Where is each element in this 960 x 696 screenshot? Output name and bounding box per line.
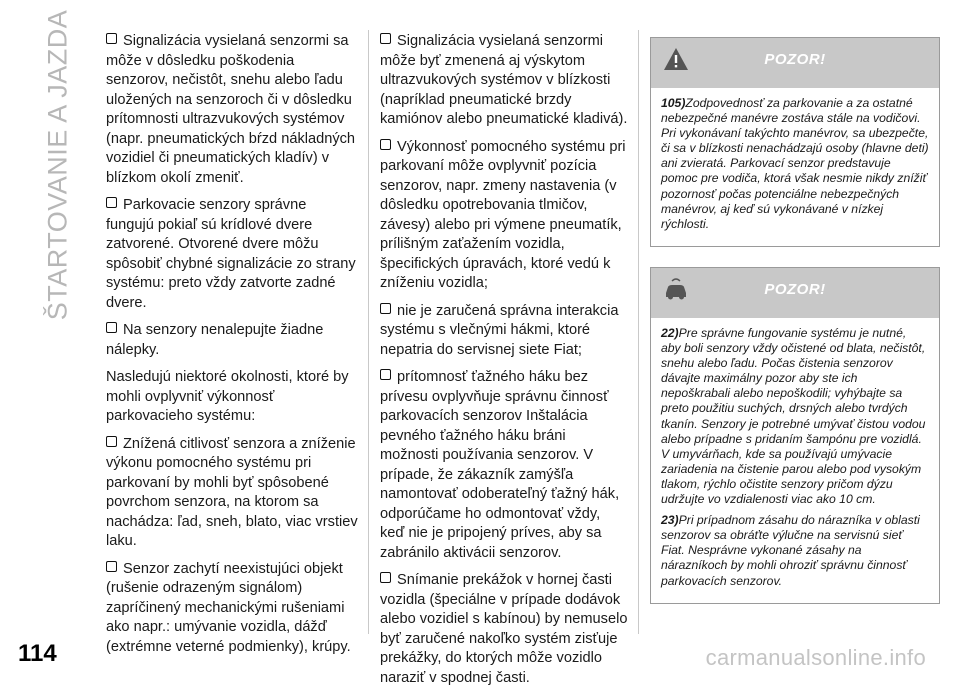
watermark: carmanualsonline.info <box>705 645 926 670</box>
warning-item: 23)Pri prípadnom zásahu do nárazníka v oblasti senzorov sa obráťte výlučne na servisnú sieť Fiat. Nesprávne vykonané zásahy na nárazníkoch by mohli ohroziť správnu činnosť parkovacích senzorov. <box>661 513 920 588</box>
paragraph: Výkonnosť pomocného systému pri parkovaní môže ovplyvniť pozícia senzorov, napr. zmeny nastavenia (v dôsledku opotrebovania tlmičov, závesy) alebo pri výmene pneumatík, prílišným zaťažením vozidla, špecifických úpravách, ktoré vedú k zníženiu vozidla; <box>380 138 626 291</box>
checkbox-bullet-icon <box>106 197 117 208</box>
text-column-1 <box>106 32 358 665</box>
paragraph: Nasledujú niektoré okolnosti, ktoré by mohli ovplyvniť výkonnosť parkovacieho systému: <box>106 369 349 424</box>
text-column-2 <box>380 32 628 696</box>
warning-body <box>651 318 939 603</box>
warning-item: 22)Pre správne fungovanie systému je nutné, aby boli senzory vždy očistené od blata, nečistôt, snehu alebo ľadu. Počas čistenia senzorov dávajte maximálny pozor aby ste ich nepoškrabali alebo nepoškodili; vyhýbajte sa preto použitiu suchých, drsných alebo tvrdých tkanín. Senzory je potrebné umývať čistou vodou alebo prípadne s pridaním šampónu pre vozidlá. V umyvárňach, kde sa používajú umývacie zariadenia na čistenie parou alebo pod vysokým tlakom, rýchlo očistite senzory pričom dýzu udržujte vo vzdialenosti viac ako 10 cm. <box>661 326 926 507</box>
checkbox-bullet-icon <box>380 369 391 380</box>
warning-box-2 <box>650 267 940 604</box>
warning-body <box>651 88 939 246</box>
warning-title: POZOR! <box>764 281 826 298</box>
checkbox-bullet-icon <box>106 322 117 333</box>
paragraph: prítomnosť ťažného háku bez prívesu ovplyvňuje správnu činnosť parkovacích senzorov Inštalácia pevného ťažného háku bráni možnosti používania senzorov. V prípade, že zákazník zamýšľa namontovať odoberateľný ťažný hák, odporúčame ho odmontovať vždy, keď nie je pripojený príves, aby sa zabránilo aktivácii senzorov. <box>380 369 620 561</box>
checkbox-bullet-icon <box>380 139 391 150</box>
checkbox-bullet-icon <box>380 572 391 583</box>
paragraph: Senzor zachytí neexistujúci objekt (rušenie odrazeným signálom) zapríčinený mechanickými rušeniami ako napr.: umývanie vozidla, dážď (extrémne veterné podmienky), krúpy. <box>106 560 351 655</box>
checkbox-bullet-icon <box>380 303 391 314</box>
chapter-title-vertical <box>34 9 82 321</box>
checkbox-bullet-icon <box>380 33 391 44</box>
checkbox-bullet-icon <box>106 561 117 572</box>
paragraph: Signalizácia vysielaná senzormi môže byť zmenená aj výskytom ultrazvukových systémov v blízkosti (napríklad pneumatické brzdy kamiónov alebo pneumatické kladivá). <box>380 33 628 127</box>
paragraph: Signalizácia vysielaná senzormi sa môže v dôsledku poškodenia senzorov, nečistôt, snehu alebo ľadu uložených na senzoroch či v dôsledku prítomnosti ultrazvukových systémov (napr. pneumatických bŕzd nákladných vozidiel či pneumatických kladív) v blízkom okolí zmeniť. <box>106 33 356 186</box>
column-divider <box>638 30 639 634</box>
paragraph: Snímanie prekážok v hornej časti vozidla (špeciálne v prípade dodávok alebo vozidiel s kabínou) by nemuselo byť zaručené nakoľko systém zisťuje prekážky, do ktorých môže vozidlo naraziť v spodnej časti. <box>380 572 628 686</box>
page-number: 114 <box>18 640 57 667</box>
paragraph: Parkovacie senzory správne fungujú pokiaľ sú krídlové dvere zatvorené. Otvorené dvere môžu spôsobiť chybné signalizácie zo strany systému: preto vždy zatvorte zadné dvere. <box>106 197 356 311</box>
warning-title: POZOR! <box>764 51 826 68</box>
checkbox-bullet-icon <box>106 33 117 44</box>
warning-header <box>651 268 939 318</box>
warning-item: 105)Zodpovednosť za parkovanie a za ostatné nebezpečné manévre zostáva stále na vodičovi. Pri vykonávaní takýchto manévrov, sa ubezpečte, či sa v blízkosti nenachádzajú osoby (hlavne deti) ani zvieratá. Parkovací senzor predstavuje pomoc pre vodiča, ktorá však nesmie nikdy znížiť pozornosť počas potenciálne nebezpečných manévrov, aj keď sú vykonávané v nízkej rýchlosti. <box>661 96 929 231</box>
paragraph: Na senzory nenalepujte žiadne nálepky. <box>106 322 324 358</box>
chapter-title: ŠTARTOVANIE A JAZDA <box>42 9 73 321</box>
checkbox-bullet-icon <box>106 436 117 447</box>
column-divider <box>368 30 369 634</box>
paragraph: nie je zaručená správna interakcia systému s vlečnými hákmi, ktoré nepatria do servisnej siete Fiat; <box>380 302 619 358</box>
warning-header <box>651 38 939 88</box>
warning-box-1 <box>650 37 940 247</box>
paragraph: Znížená citlivosť senzora a zníženie výkonu pomocného systému pri parkovaní by mohli byť spôsobené povrchom senzora, na ktorom sa nachádza: ľad, sneh, blato, viac vrstiev laku. <box>106 435 358 549</box>
